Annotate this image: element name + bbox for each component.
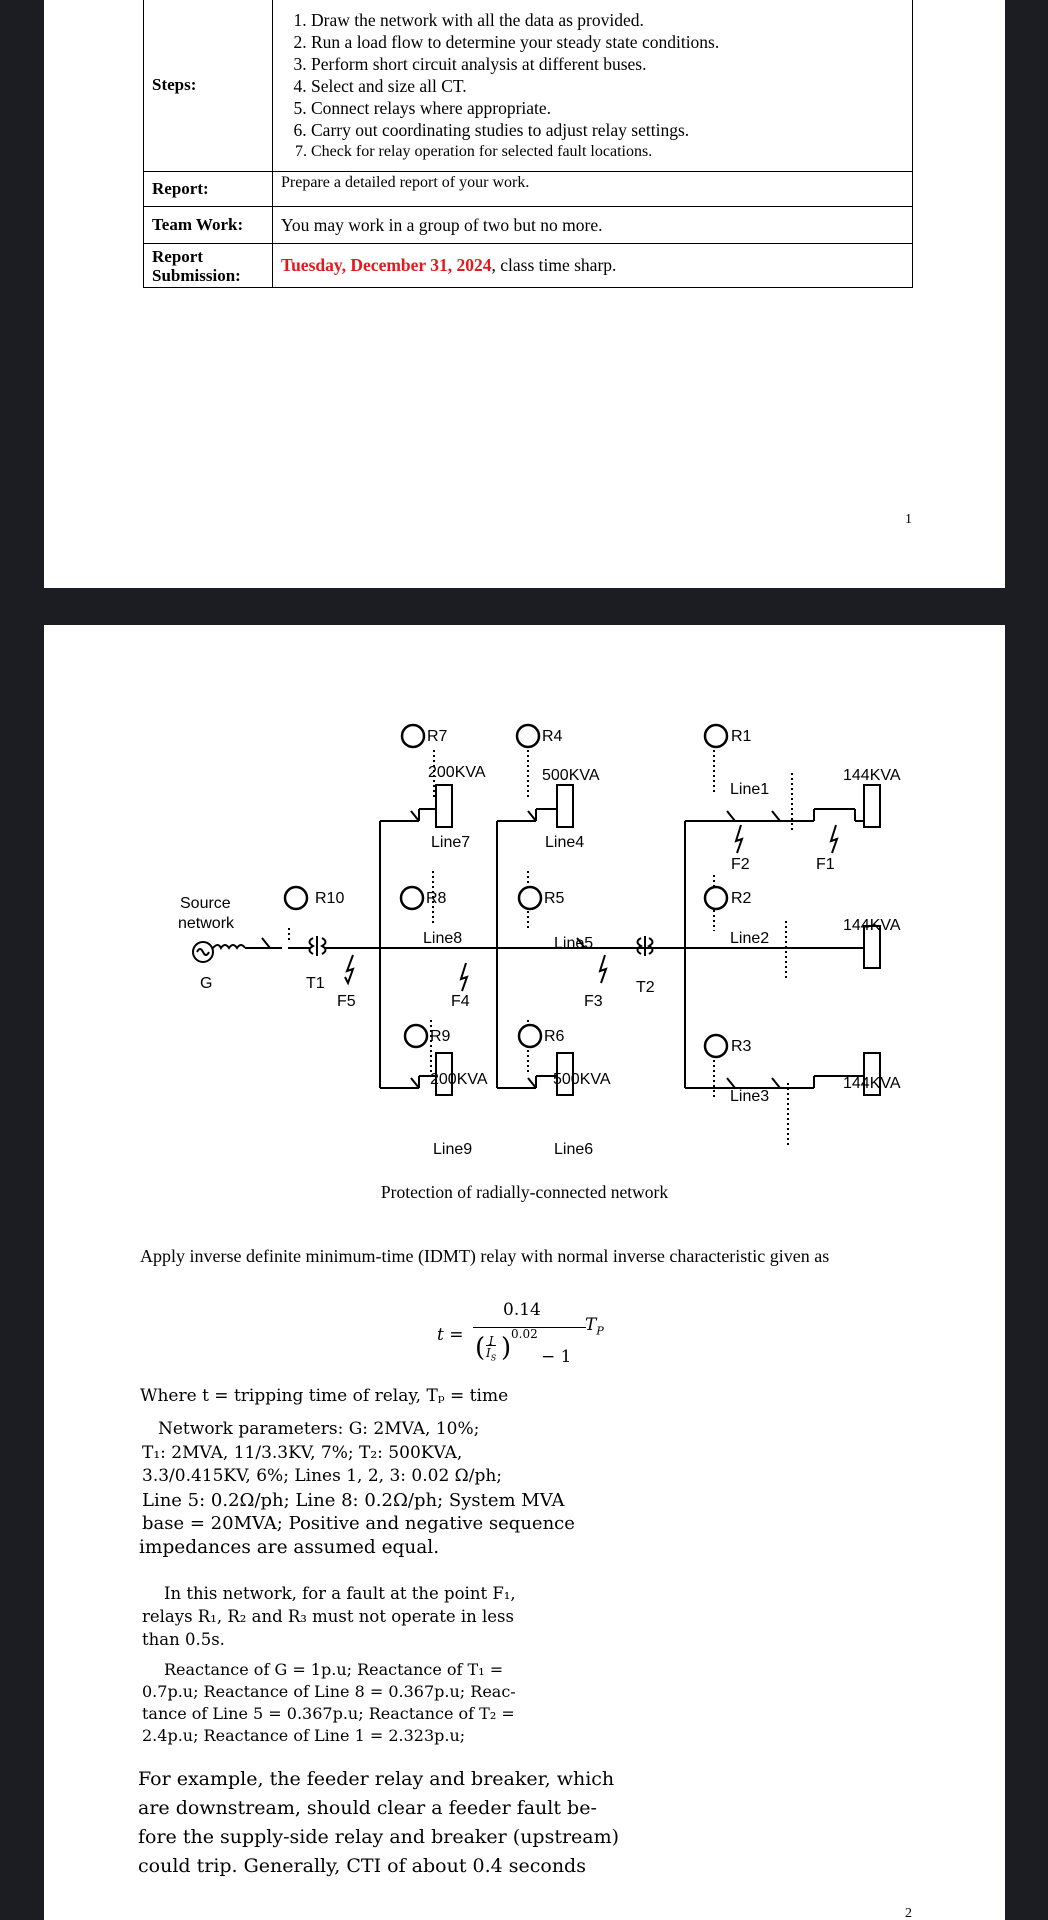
step-item: 5. Connect relays where appropriate. bbox=[311, 97, 904, 119]
fault-f1-icon bbox=[831, 825, 837, 853]
report-text: Prepare a detailed report of your work. bbox=[273, 172, 913, 207]
fault-f4-icon bbox=[461, 963, 467, 991]
step-item: 1. Draw the network with all the data as provided. bbox=[311, 9, 904, 31]
relay-r7-symbol bbox=[402, 725, 424, 747]
report-row bbox=[144, 172, 913, 207]
kva-500-bot-label: 500KVA bbox=[553, 1071, 611, 1088]
line4-label: Line4 bbox=[545, 834, 585, 851]
where-text: Where t = tripping time of relay, Tₚ = time bbox=[140, 1386, 509, 1406]
line7-label: Line7 bbox=[431, 834, 471, 851]
f5-label: F5 bbox=[337, 993, 356, 1010]
steps-row bbox=[144, 0, 913, 172]
t2-label: T2 bbox=[636, 979, 655, 996]
source-impedance bbox=[213, 945, 245, 948]
load-144kva-1 bbox=[864, 785, 880, 827]
steps-label: Steps: bbox=[144, 0, 273, 172]
line1-label: Line1 bbox=[730, 781, 770, 798]
formula-paren-close: ) bbox=[501, 1333, 512, 1363]
f1-label: F1 bbox=[816, 856, 835, 873]
fault-line: than 0.5s. bbox=[142, 1630, 225, 1649]
formula-numerator: 0.14 bbox=[503, 1300, 541, 1320]
reactance-line: tance of Line 5 = 0.367p.u; Reactance of T₂ = bbox=[142, 1704, 515, 1723]
f4-label: F4 bbox=[451, 993, 470, 1010]
kva-144-2-label: 144KVA bbox=[843, 917, 901, 934]
param-line: base = 20MVA; Positive and negative sequence bbox=[142, 1513, 575, 1534]
apply-text: Apply inverse definite minimum-time (IDMT) relay with normal inverse characteristic given as bbox=[140, 1246, 830, 1266]
submission-label bbox=[144, 244, 273, 288]
submission-label-line2: Submission: bbox=[152, 265, 241, 285]
example-line: fore the supply-side relay and breaker (upstream) bbox=[138, 1826, 620, 1848]
formula-ratio: I $I_S$ bbox=[486, 1334, 497, 1363]
step-item: 2. Run a load flow to determine your steady state conditions. bbox=[311, 31, 904, 53]
reactance-line: Reactance of G = 1p.u; Reactance of T₁ = bbox=[164, 1660, 504, 1679]
param-line: impedances are assumed equal. bbox=[139, 1536, 440, 1558]
step-item: 6. Carry out coordinating studies to adjust relay settings. bbox=[311, 119, 904, 141]
page-number: 1 bbox=[905, 512, 912, 527]
steps-list bbox=[281, 9, 904, 163]
line6-label: Line6 bbox=[554, 1141, 594, 1158]
source-label-1: Source bbox=[180, 895, 231, 912]
fault-f5-icon bbox=[345, 955, 353, 983]
submission-text bbox=[273, 244, 913, 288]
formula-tp-letter: T bbox=[585, 1315, 597, 1335]
report-label: Report: bbox=[144, 172, 273, 207]
fault-f3-icon bbox=[600, 955, 606, 983]
relay-r4-label: R4 bbox=[542, 728, 563, 745]
generator-label: G bbox=[200, 975, 213, 992]
step-item: 3. Perform short circuit analysis at different buses. bbox=[311, 53, 904, 75]
coordination-example bbox=[138, 1765, 658, 1881]
network-params bbox=[139, 1418, 612, 1559]
param-line: Line 5: 0.2Ω/ph; Line 8: 0.2Ω/ph; System MVA bbox=[142, 1489, 565, 1511]
fault-line: In this network, for a fault at the point F₁, bbox=[164, 1584, 516, 1603]
line5-label: Line5 bbox=[554, 935, 594, 952]
formula-minus-one: − 1 bbox=[541, 1347, 572, 1367]
reactance-line: 0.7p.u; Reactance of Line 8 = 0.367p.u; Reac- bbox=[142, 1682, 516, 1701]
fault-f2-icon bbox=[736, 825, 742, 853]
load-200kva-top bbox=[436, 785, 452, 827]
generator-wave bbox=[197, 949, 209, 955]
f2-label: F2 bbox=[731, 856, 750, 873]
project-requirements-table bbox=[143, 0, 913, 288]
relay-r5-symbol bbox=[519, 887, 541, 909]
figure-caption: Protection of radially-connected network bbox=[380, 1182, 669, 1202]
document-page-1 bbox=[44, 0, 1005, 588]
relay-r9-label: R9 bbox=[430, 1028, 451, 1045]
line8-label: Line8 bbox=[423, 930, 463, 947]
reactance-line: 2.4p.u; Reactance of Line 1 = 2.323p.u; bbox=[142, 1726, 466, 1745]
relay-r10-symbol bbox=[285, 887, 307, 909]
formula-tp bbox=[585, 1315, 604, 1337]
step-item: 4. Select and size all CT. bbox=[311, 75, 904, 97]
t1-label: T1 bbox=[306, 975, 325, 992]
kva-200-top-label: 200KVA bbox=[428, 764, 486, 781]
relay-r8-label: R8 bbox=[426, 890, 447, 907]
relay-r3-symbol bbox=[705, 1035, 727, 1057]
param-line: Network parameters: G: 2MVA, 10%; bbox=[158, 1419, 480, 1439]
formula-paren: ( bbox=[475, 1333, 486, 1363]
kva-144-1-label: 144KVA bbox=[843, 767, 901, 784]
step-item: 7. Check for relay operation for selected fault locations. bbox=[311, 141, 904, 163]
idmt-formula bbox=[437, 1297, 677, 1383]
relay-r4-symbol bbox=[517, 725, 539, 747]
line2-label: Line2 bbox=[730, 930, 770, 947]
relay-r6-label: R6 bbox=[544, 1028, 565, 1045]
example-line: could trip. Generally, CTI of about 0.4 seconds bbox=[138, 1855, 586, 1877]
relay-r2-symbol bbox=[705, 887, 727, 909]
relay-r5-label: R5 bbox=[544, 890, 565, 907]
relay-r10-label: R10 bbox=[315, 890, 345, 907]
team-row bbox=[144, 207, 913, 244]
example-line: For example, the feeder relay and breaker, which bbox=[138, 1768, 615, 1790]
relay-r9-symbol bbox=[405, 1025, 427, 1047]
relay-r7-label: R7 bbox=[427, 728, 448, 745]
line3-label: Line3 bbox=[730, 1088, 770, 1105]
kva-144-3-label: 144KVA bbox=[843, 1075, 901, 1092]
relay-r2-label: R2 bbox=[731, 890, 752, 907]
submission-label-line1: Report bbox=[152, 246, 203, 266]
reactance-values bbox=[142, 1659, 622, 1747]
relay-r8-symbol bbox=[401, 887, 423, 909]
relay-r3-label: R3 bbox=[731, 1038, 752, 1055]
load-500kva-top bbox=[557, 785, 573, 827]
line9-label: Line9 bbox=[433, 1141, 473, 1158]
relay-r6-symbol bbox=[519, 1025, 541, 1047]
team-label: Team Work: bbox=[144, 207, 273, 244]
submission-row bbox=[144, 244, 913, 288]
param-line: 3.3/0.415KV, 6%; Lines 1, 2, 3: 0.02 Ω/ph; bbox=[142, 1466, 503, 1486]
relay-r1-symbol bbox=[705, 725, 727, 747]
submission-date: Tuesday, December 31, 2024 bbox=[281, 255, 492, 275]
example-line: are downstream, should clear a feeder fault be- bbox=[138, 1797, 597, 1819]
page-number: 2 bbox=[905, 1906, 912, 1920]
formula-lhs: t = bbox=[437, 1325, 464, 1345]
formula-exponent: 0.02 bbox=[511, 1327, 538, 1341]
network-diagram bbox=[44, 625, 1005, 1175]
team-text: You may work in a group of two but no more. bbox=[273, 207, 913, 244]
fault-condition bbox=[142, 1582, 612, 1651]
relay-r1-label: R1 bbox=[731, 728, 752, 745]
kva-500-top-label: 500KVA bbox=[542, 767, 600, 784]
kva-200-bot-label: 200KVA bbox=[430, 1071, 488, 1088]
steps-cell bbox=[273, 0, 913, 172]
fault-line: relays R₁, R₂ and R₃ must not operate in less bbox=[142, 1607, 514, 1626]
param-line: T₁: 2MVA, 11/3.3KV, 7%; T₂: 500KVA, bbox=[142, 1442, 463, 1463]
document-page-2 bbox=[44, 625, 1005, 1920]
formula-tp-sub: P bbox=[596, 1324, 604, 1338]
submission-rest: , class time sharp. bbox=[491, 255, 617, 275]
f3-label: F3 bbox=[584, 993, 603, 1010]
source-label-2: network bbox=[178, 915, 235, 932]
